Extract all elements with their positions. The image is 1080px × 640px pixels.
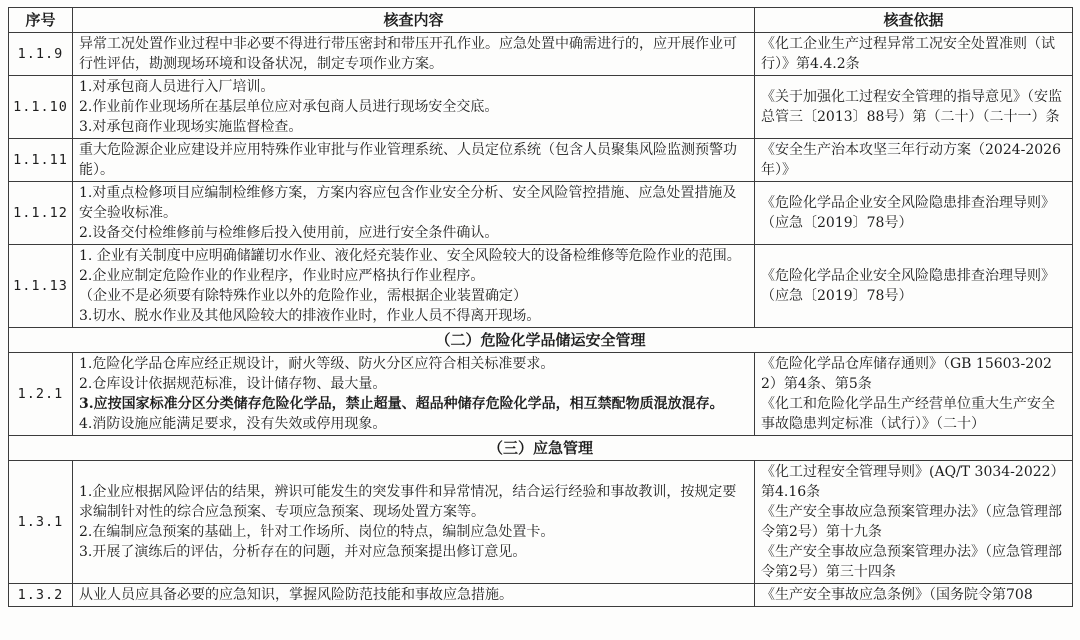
content-paragraph: 2.仓库设计依据规范标准，设计储存物、最大量。: [79, 376, 387, 392]
basis-paragraph: 《危险化学品企业安全风险隐患排查治理导则》（应急〔2019〕78号）: [761, 195, 1055, 231]
check-basis-cell: [755, 245, 1073, 328]
table-row: [9, 461, 1073, 584]
content-paragraph: 1.对承包商人员进行入厂培训。: [79, 79, 275, 95]
content-paragraph: 1.对重点检修项目应编制检维修方案，方案内容应包含作业安全分析、安全风险管控措施、应急处置措施及安全验收标准。: [79, 185, 737, 221]
serial-number-cell: 1.1.12: [9, 182, 73, 245]
serial-number-cell: 1.1.11: [9, 139, 73, 182]
serial-number-cell: 1.1.13: [9, 245, 73, 328]
content-paragraph: 4.消防设施应能满足要求，没有失效或停用现象。: [79, 416, 387, 432]
header-check-basis: 核查依据: [755, 8, 1073, 33]
table-row: [9, 139, 1073, 182]
table-row: [9, 33, 1073, 76]
check-basis-cell: [755, 584, 1073, 607]
basis-paragraph: 《危险化学品企业安全风险隐患排查治理导则》（应急〔2019〕78号）: [761, 268, 1055, 304]
content-paragraph: 2.在编制应急预案的基础上，针对工作场所、岗位的特点，编制应急处置卡。: [79, 524, 555, 540]
basis-paragraph: 《化工过程安全管理导则》(AQ/T 3034-2022）第4.16条: [761, 464, 1065, 500]
header-serial-number: 序号: [9, 8, 73, 33]
serial-number-cell: 1.3.2: [9, 584, 73, 607]
check-content-cell: [73, 33, 755, 76]
serial-number-cell: 1.2.1: [9, 353, 73, 436]
content-paragraph: 2.设备交付检维修前与检维修后投入使用前，应进行安全条件确认。: [79, 225, 499, 241]
content-paragraph: 3.切水、脱水作业及其他风险较大的排液作业时，作业人员不得离开现场。: [79, 308, 541, 324]
check-content-cell: [73, 353, 755, 436]
content-paragraph: 2.作业前作业现场所在基层单位应对承包商人员进行现场安全交底。: [79, 99, 499, 115]
table-row: [9, 76, 1073, 139]
check-basis-cell: [755, 461, 1073, 584]
basis-paragraph: 《生产安全事故应急预案管理办法》（应急管理部令第2号）第三十四条: [761, 544, 1062, 580]
table-body: [9, 33, 1073, 607]
check-content-cell: [73, 584, 755, 607]
serial-number-cell: 1.3.1: [9, 461, 73, 584]
header-check-content: 核查内容: [73, 8, 755, 33]
basis-paragraph: 《化工和危险化学品生产经营单位重大生产安全事故隐患判定标准（试行）》（二十）: [761, 396, 1055, 432]
table-header-row: [9, 8, 1073, 33]
serial-number-cell: 1.1.10: [9, 76, 73, 139]
content-paragraph: 异常工况处置作业过程中非必要不得进行带压密封和带压开孔作业。应急处置中确需进行的，应开展作业可行性评估，勘测现场环境和设备状况，制定专项作业方案。: [79, 36, 737, 72]
content-paragraph: 1. 企业有关制度中应明确储罐切水作业、液化烃充装作业、安全风险较大的设备检维修等危险作业的范围。: [79, 248, 741, 264]
basis-paragraph: 《危险化学品仓库储存通则》（GB 15603-2022）第4条、第5条: [761, 356, 1052, 392]
content-paragraph: 2.企业应制定危险作业的作业程序，作业时应严格执行作业程序。: [79, 268, 485, 284]
section-row: [9, 436, 1073, 461]
document-page: [8, 7, 1072, 607]
check-content-cell: [73, 461, 755, 584]
check-basis-cell: [755, 139, 1073, 182]
check-content-cell: [73, 245, 755, 328]
inspection-table: [8, 7, 1073, 607]
table-row: [9, 182, 1073, 245]
check-basis-cell: [755, 33, 1073, 76]
table-row: [9, 245, 1073, 328]
basis-paragraph: 《化工企业生产过程异常工况安全处置准则（试行）》第4.4.2条: [761, 36, 1055, 72]
check-content-cell: [73, 182, 755, 245]
serial-number-cell: 1.1.9: [9, 33, 73, 76]
check-basis-cell: [755, 182, 1073, 245]
check-content-cell: [73, 139, 755, 182]
section-title: （二）危险化学品储运安全管理: [9, 328, 1073, 353]
content-paragraph: 1.企业应根据风险评估的结果，辨识可能发生的突发事件和异常情况，结合运行经验和事故教训，按规定要求编制针对性的综合应急预案、专项应急预案、现场处置方案等。: [79, 484, 737, 520]
content-paragraph: （企业不是必须要有除特殊作业以外的危险作业，需根据企业装置确定）: [79, 288, 527, 304]
basis-paragraph: 《生产安全事故应急条例》（国务院令第708: [761, 587, 1033, 603]
table-row: [9, 584, 1073, 607]
content-paragraph: 3.开展了演练后的评估，分析存在的问题，并对应急预案提出修订意见。: [79, 544, 527, 560]
check-basis-cell: [755, 76, 1073, 139]
check-content-cell: [73, 76, 755, 139]
section-row: [9, 328, 1073, 353]
basis-paragraph: 《生产安全事故应急预案管理办法》（应急管理部令第2号）第十九条: [761, 504, 1062, 540]
content-paragraph: 重大危险源企业应建设并应用特殊作业审批与作业管理系统、人员定位系统（包含人员聚集风险监测预警功能）。: [79, 142, 737, 178]
check-basis-cell: [755, 353, 1073, 436]
content-paragraph: 从业人员应具备必要的应急知识，掌握风险防范技能和事故应急措施。: [79, 587, 513, 603]
content-paragraph: 1.危险化学品仓库应经正规设计，耐火等级、防火分区应符合相关标准要求。: [79, 356, 555, 372]
table-row: [9, 353, 1073, 436]
section-title: （三）应急管理: [9, 436, 1073, 461]
content-paragraph: 3.对承包商作业现场实施监督检查。: [79, 119, 303, 135]
content-paragraph: 3.应按国家标准分区分类储存危险化学品，禁止超量、超品种储存危险化学品，相互禁配物质混放混存。: [79, 396, 724, 412]
basis-paragraph: 《安全生产治本攻坚三年行动方案（2024-2026年）》: [761, 142, 1061, 178]
basis-paragraph: 《关于加强化工过程安全管理的指导意见》（安监总管三〔2013〕88号）第（二十）（二十一）条: [761, 89, 1062, 125]
